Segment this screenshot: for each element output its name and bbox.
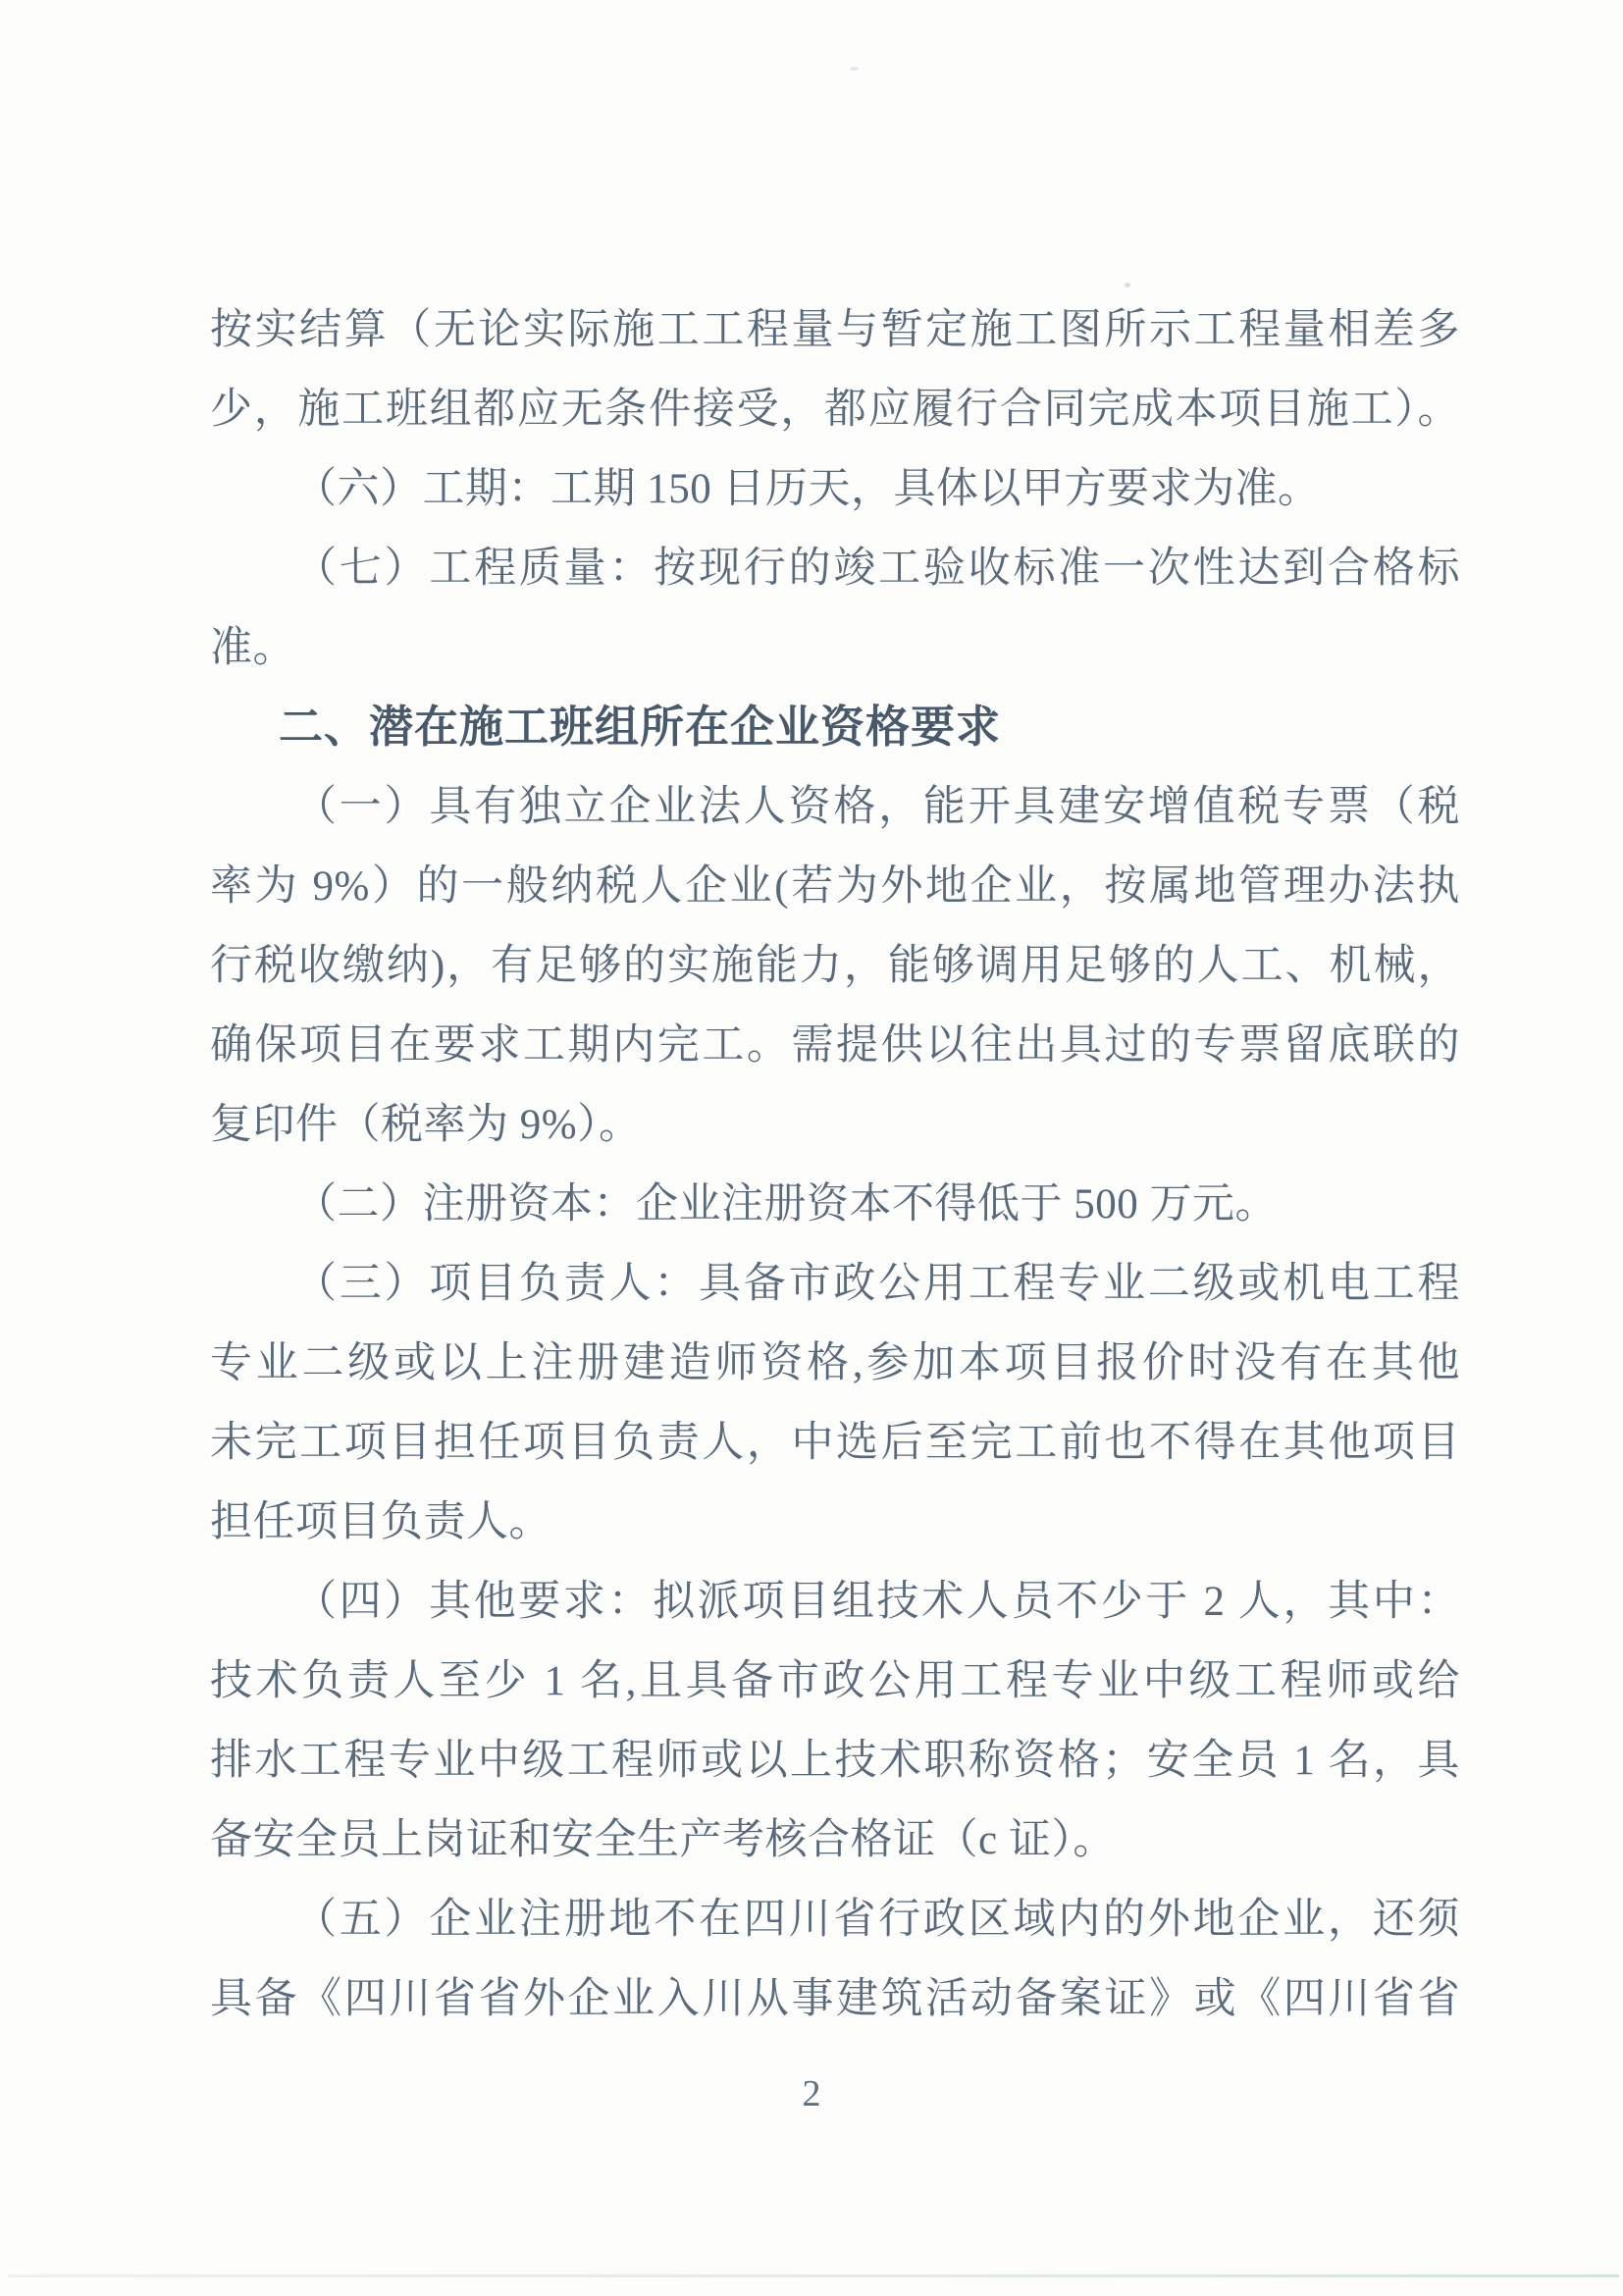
body-line: （四）其他要求：拟派项目组技术人员不少于 2 人，其中： — [294, 1579, 1460, 1625]
body-line: 复印件（税率为 9%）。 — [210, 1102, 642, 1148]
body-line: 未完工项目担任项目负责人，中选后至完工前也不得在其他项目 — [210, 1420, 1460, 1466]
body-line: 准。 — [210, 625, 295, 671]
body-line: （六）工期：工期 150 日历天，具体以甲方要求为准。 — [294, 466, 1321, 512]
body-line: （七）工程质量：按现行的竣工验收标准一次性达到合格标 — [294, 546, 1460, 592]
scan-speck — [1125, 283, 1130, 287]
body-line: 专业二级或以上注册建造师资格,参加本项目报价时没有在其他 — [210, 1340, 1460, 1386]
body-line: 率为 9%）的一般纳税人企业(若为外地企业，按属地管理办法执 — [210, 863, 1460, 910]
document-body — [210, 290, 1460, 2039]
body-line: （二）注册资本：企业注册资本不得低于 500 万元。 — [294, 1181, 1278, 1227]
scan-edge-line — [8, 2274, 1619, 2277]
body-line: 具备《四川省省外企业入川从事建筑活动备案证》或《四川省省 — [210, 1976, 1460, 2022]
scan-speck — [850, 67, 859, 71]
body-line: 行税收缴纳)，有足够的实施能力，能够调用足够的人工、机械， — [210, 943, 1460, 989]
body-line: 确保项目在要求工期内完工。需提供以往出具过的专票留底联的 — [210, 1022, 1460, 1069]
section-heading: 二、潜在施工班组所在企业资格要求 — [279, 703, 1002, 752]
body-line: （一）具有独立企业法人资格，能开具建安增值税专票（税 — [294, 784, 1460, 830]
body-line: （三）项目负责人：具备市政公用工程专业二级或机电工程 — [294, 1261, 1460, 1307]
body-line: 备安全员上岗证和安全生产考核合格证（c 证）。 — [210, 1817, 1116, 1863]
page-number: 2 — [802, 2073, 821, 2114]
body-line: 排水工程专业中级工程师或以上技术职称资格；安全员 1 名，具 — [210, 1738, 1460, 1784]
body-line: 少，施工班组都应无条件接受，都应履行合同完成本项目施工）。 — [210, 387, 1460, 433]
body-line: （五）企业注册地不在四川省行政区域内的外地企业，还须 — [294, 1897, 1460, 1943]
body-line: 按实结算（无论实际施工工程量与暂定施工图所示工程量相差多 — [210, 307, 1460, 353]
body-line: 担任项目负责人。 — [210, 1499, 551, 1545]
body-line: 技术负责人至少 1 名,且具备市政公用工程专业中级工程师或给 — [210, 1658, 1460, 1704]
